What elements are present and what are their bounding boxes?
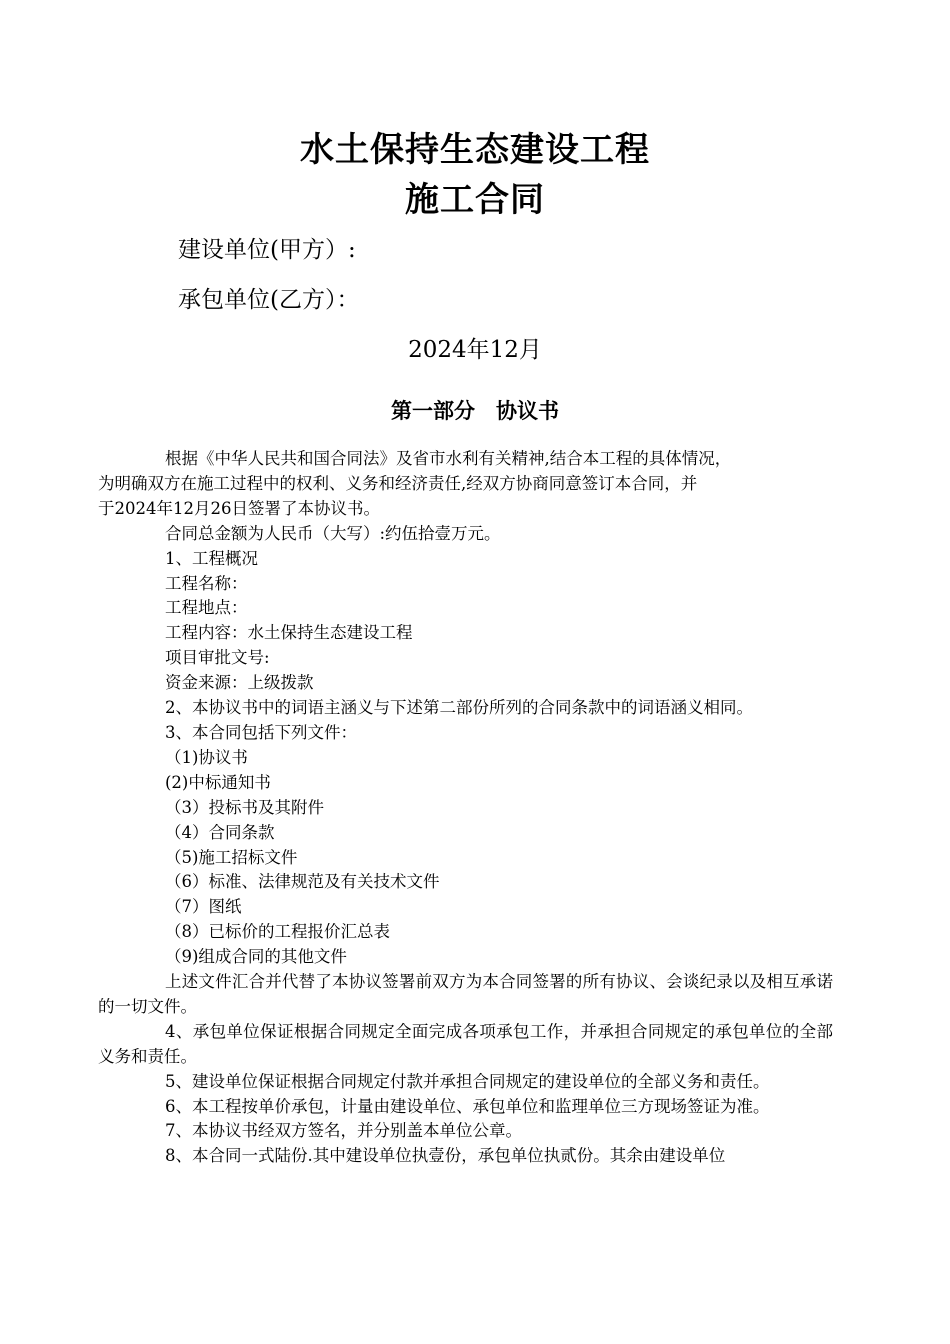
clause-7: 7、本协议书经双方签名，并分别盖本单位公章。 xyxy=(165,1121,522,1141)
project-name-field: 工程名称： xyxy=(165,573,248,593)
document-list-item: （4）合同条款 xyxy=(165,822,275,842)
project-content-field: 工程内容：水土保持生态建设工程 xyxy=(165,623,413,643)
clause-4: 4、承包单位保证根据合同规定全面完成各项承包工作，并承担合同规定的承包单位的全部义务和责任。 xyxy=(98,1021,833,1066)
document-list-item: （9)组成合同的其他文件 xyxy=(165,947,347,967)
contract-amount: 合同总金额为人民币（大写）:约伍拾壹万元。 xyxy=(165,523,501,543)
intro-line-2: 为明确双方在施工过程中的权利、义务和经济责任,经双方协商同意签订本合同，并 xyxy=(98,473,698,493)
document-list-item: （6）标准、法律规范及有关技术文件 xyxy=(165,872,440,892)
clause-5: 5、建设单位保证根据合同规定付款并承担合同规定的建设单位的全部义务和责任。 xyxy=(165,1071,770,1091)
funding-source-field: 资金来源：上级拨款 xyxy=(165,673,314,693)
clause-2: 2、本协议书中的词语主涵义与下述第二部份所列的合同条款中的词语涵义相同。 xyxy=(165,698,753,718)
approval-number-field: 项目审批文号: xyxy=(165,648,270,668)
clause-8: 8、本合同一式陆份.其中建设单位执壹份，承包单位执贰份。其余由建设单位 xyxy=(165,1146,726,1166)
contractor-party-label: 承包单位(乙方）： xyxy=(178,287,360,313)
document-list-item: （7）图纸 xyxy=(165,897,242,917)
section-heading: 第一部分 协议书 xyxy=(391,399,559,423)
document-title-line-2: 施工合同 xyxy=(405,180,545,220)
project-location-field: 工程地点： xyxy=(165,598,248,618)
intro-line-3: 于2024年12月26日签署了本协议书。 xyxy=(98,498,380,518)
clause-1-heading: 1、工程概况 xyxy=(165,548,258,568)
document-list-item: （1)协议书 xyxy=(165,747,248,767)
document-list-item: （5)施工招标文件 xyxy=(165,847,298,867)
employer-party-label: 建设单位(甲方）: xyxy=(178,237,356,263)
intro-line-1: 根据《中华人民共和国合同法》及省市水利有关精神,结合本工程的具体情况， xyxy=(165,449,732,468)
document-list-item: （8）已标价的工程报价汇总表 xyxy=(165,922,390,942)
document-list-item: (2)中标通知书 xyxy=(165,772,271,792)
document-list-item: （3）投标书及其附件 xyxy=(165,797,324,817)
agreement-body xyxy=(98,447,833,1169)
clause-6: 6、本工程按单价承包，计量由建设单位、承包单位和监理单位三方现场签证为准。 xyxy=(165,1096,770,1116)
supersede-clause: 上述文件汇合并代替了本协议签署前双方为本合同签署的所有协议、会谈纪录以及相互承诺的一切文件。 xyxy=(98,972,833,1016)
clause-3-heading: 3、本合同包括下列文件： xyxy=(165,722,357,742)
document-date: 2024年12月 xyxy=(408,337,542,363)
document-title-line-1: 水土保持生态建设工程 xyxy=(300,130,650,170)
